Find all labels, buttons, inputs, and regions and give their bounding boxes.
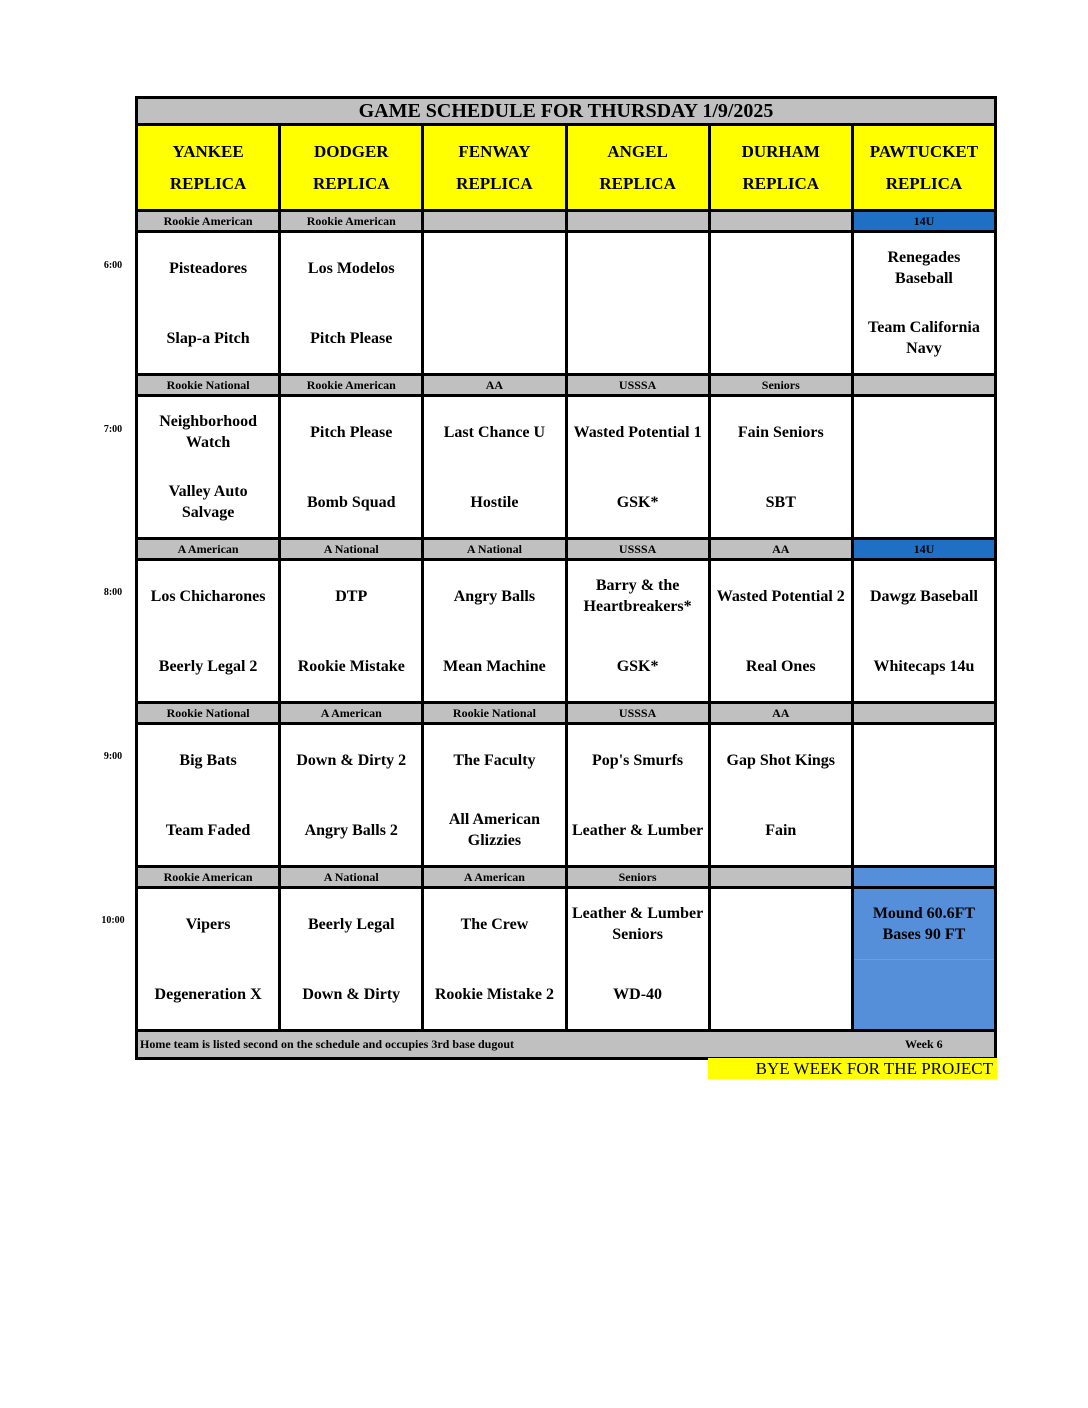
away-team: The Faculty [453, 751, 536, 769]
division-label: USSSA [568, 704, 711, 722]
game-row [138, 561, 994, 704]
home-team: SBT [765, 493, 796, 511]
division-label [854, 704, 994, 722]
schedule-title: GAME SCHEDULE FOR THURSDAY 1/9/2025 [138, 99, 994, 126]
game-cell [281, 233, 424, 373]
home-team: GSK* [616, 493, 659, 511]
home-team [568, 303, 708, 373]
away-team: Angry Balls [453, 587, 536, 605]
away-team: Wasted Potential 1 [573, 423, 702, 441]
away-team [568, 233, 708, 303]
game-cell [281, 889, 424, 1029]
home-team: Team California Navy [868, 319, 980, 357]
game-cell [711, 561, 854, 701]
division-label: AA [711, 704, 854, 722]
game-cell [138, 397, 281, 537]
division-label: Rookie National [138, 376, 281, 394]
game-cell [281, 397, 424, 537]
away-team: Los Modelos [307, 259, 395, 277]
footer-bar [138, 1032, 994, 1057]
field-header-dodger: DODGER REPLICA [281, 126, 424, 209]
away-team: Pop's Smurfs [592, 751, 684, 769]
away-team: Los Chicharones [150, 587, 266, 605]
division-label: A National [281, 868, 424, 886]
away-team: Beerly Legal [307, 915, 395, 933]
week-label: Week 6 [905, 1037, 943, 1051]
game-cell [568, 561, 711, 701]
home-team: Bomb Squad [307, 493, 396, 511]
division-label: Rookie American [138, 212, 281, 230]
home-team [854, 467, 994, 537]
game-cell [711, 889, 854, 1029]
game-cell [424, 561, 567, 701]
field-header-yankee: YANKEE REPLICA [138, 126, 281, 209]
home-team: Team Faded [165, 821, 251, 839]
game-cell [854, 561, 994, 701]
home-team: Hostile [470, 493, 519, 511]
home-team: Degeneration X [154, 985, 262, 1003]
away-team: Renegades Baseball [887, 249, 961, 287]
home-team [854, 795, 994, 865]
division-label: A National [424, 540, 567, 558]
schedule-table [135, 96, 997, 1060]
division-label: AA [711, 540, 854, 558]
division-label: Rookie American [281, 212, 424, 230]
division-label: USSSA [568, 376, 711, 394]
game-row [138, 889, 994, 1032]
time-label-6: 6:00 [103, 260, 123, 271]
game-cell [424, 397, 567, 537]
game-cell [138, 233, 281, 373]
division-label: Rookie American [281, 376, 424, 394]
away-team: Wasted Potential 2 [716, 587, 845, 605]
game-row [138, 725, 994, 868]
field-dimensions-note: Mound 60.6FT Bases 90 FT [854, 889, 994, 960]
home-team: All American Glizzies [448, 811, 540, 849]
division-label: USSSA [568, 540, 711, 558]
game-cell [281, 561, 424, 701]
game-cell [711, 725, 854, 865]
home-team-note: Home team is listed second on the schedule and occupies 3rd base dugout [140, 1037, 515, 1051]
away-team: Dawgz Baseball [869, 587, 978, 605]
division-label: A American [138, 540, 281, 558]
field-info-cell [854, 889, 994, 1029]
division-label: Seniors [711, 376, 854, 394]
division-label [854, 868, 994, 886]
home-team: Mean Machine [443, 657, 546, 675]
field-header-angel: ANGEL REPLICA [568, 126, 711, 209]
game-cell [854, 725, 994, 865]
away-team: Fain Seniors [737, 423, 824, 441]
time-label-10: 10:00 [101, 915, 125, 926]
division-label: 14U [854, 212, 994, 230]
away-team: Last Chance U [443, 423, 546, 441]
game-cell [711, 233, 854, 373]
game-cell [568, 233, 711, 373]
home-team: Rookie Mistake [297, 657, 405, 675]
division-label: 14U [854, 540, 994, 558]
home-team: Valley Auto Salvage [168, 483, 248, 521]
time-label-8: 8:00 [103, 587, 123, 598]
game-cell [568, 397, 711, 537]
away-team: Leather & Lumber Seniors [571, 905, 704, 943]
home-team: WD-40 [613, 985, 663, 1003]
division-label: Rookie National [424, 704, 567, 722]
division-row [138, 868, 994, 889]
away-team: The Crew [460, 915, 529, 933]
field-header-row [138, 126, 994, 212]
home-team: Real Ones [745, 657, 816, 675]
game-cell [424, 233, 567, 373]
division-label [711, 212, 854, 230]
home-team: Beerly Legal 2 [158, 657, 258, 675]
home-team: Fain [765, 821, 797, 839]
away-team: DTP [335, 587, 368, 605]
away-team [854, 725, 994, 795]
game-cell [281, 725, 424, 865]
home-team [424, 303, 564, 373]
away-team: Barry & the Heartbreakers* [583, 577, 692, 615]
field-header-pawtucket: PAWTUCKET REPLICA [854, 126, 994, 209]
division-row [138, 540, 994, 561]
game-cell [854, 397, 994, 537]
home-team: Pitch Please [310, 329, 393, 347]
division-label: Rookie National [138, 704, 281, 722]
field-header-durham: DURHAM REPLICA [711, 126, 854, 209]
home-team: Slap-a Pitch [166, 329, 250, 347]
game-cell [568, 725, 711, 865]
home-team: GSK* [616, 657, 659, 675]
home-team: Rookie Mistake 2 [434, 985, 554, 1003]
home-team [854, 960, 994, 1030]
home-team: Angry Balls 2 [304, 821, 398, 839]
game-cell [424, 889, 567, 1029]
home-team: Down & Dirty [302, 985, 401, 1003]
away-team: Vipers [185, 915, 231, 933]
time-label-9: 9:00 [103, 751, 123, 762]
division-label: Seniors [568, 868, 711, 886]
division-label: Rookie American [138, 868, 281, 886]
time-label-7: 7:00 [103, 424, 123, 435]
away-team: Down & Dirty 2 [296, 751, 407, 769]
game-cell [138, 725, 281, 865]
home-team [711, 959, 851, 1029]
division-label: AA [424, 376, 567, 394]
home-team: Whitecaps 14u [873, 657, 975, 675]
field-header-fenway: FENWAY REPLICA [424, 126, 567, 209]
away-team: Big Bats [179, 751, 237, 769]
division-label [854, 376, 994, 394]
game-cell [854, 233, 994, 373]
game-row [138, 397, 994, 540]
division-label [424, 212, 567, 230]
division-label: A American [281, 704, 424, 722]
away-team [854, 397, 994, 467]
away-team [711, 233, 851, 303]
division-row [138, 212, 994, 233]
game-cell [568, 889, 711, 1029]
division-row [138, 704, 994, 725]
division-label: A National [281, 540, 424, 558]
game-row [138, 233, 994, 376]
division-label [711, 868, 854, 886]
division-row [138, 376, 994, 397]
away-team: Neighborhood Watch [159, 413, 257, 451]
away-team: Pitch Please [310, 423, 393, 441]
away-team: Gap Shot Kings [726, 751, 836, 769]
home-team [711, 303, 851, 373]
division-label: A American [424, 868, 567, 886]
game-cell [138, 889, 281, 1029]
game-cell [424, 725, 567, 865]
division-label [568, 212, 711, 230]
away-team [711, 889, 851, 959]
game-cell [711, 397, 854, 537]
bye-week-note: BYE WEEK FOR THE PROJECT [708, 1058, 997, 1079]
away-team [424, 233, 564, 303]
away-team: Pisteadores [169, 259, 248, 277]
game-cell [138, 561, 281, 701]
home-team: Leather & Lumber [571, 821, 704, 839]
